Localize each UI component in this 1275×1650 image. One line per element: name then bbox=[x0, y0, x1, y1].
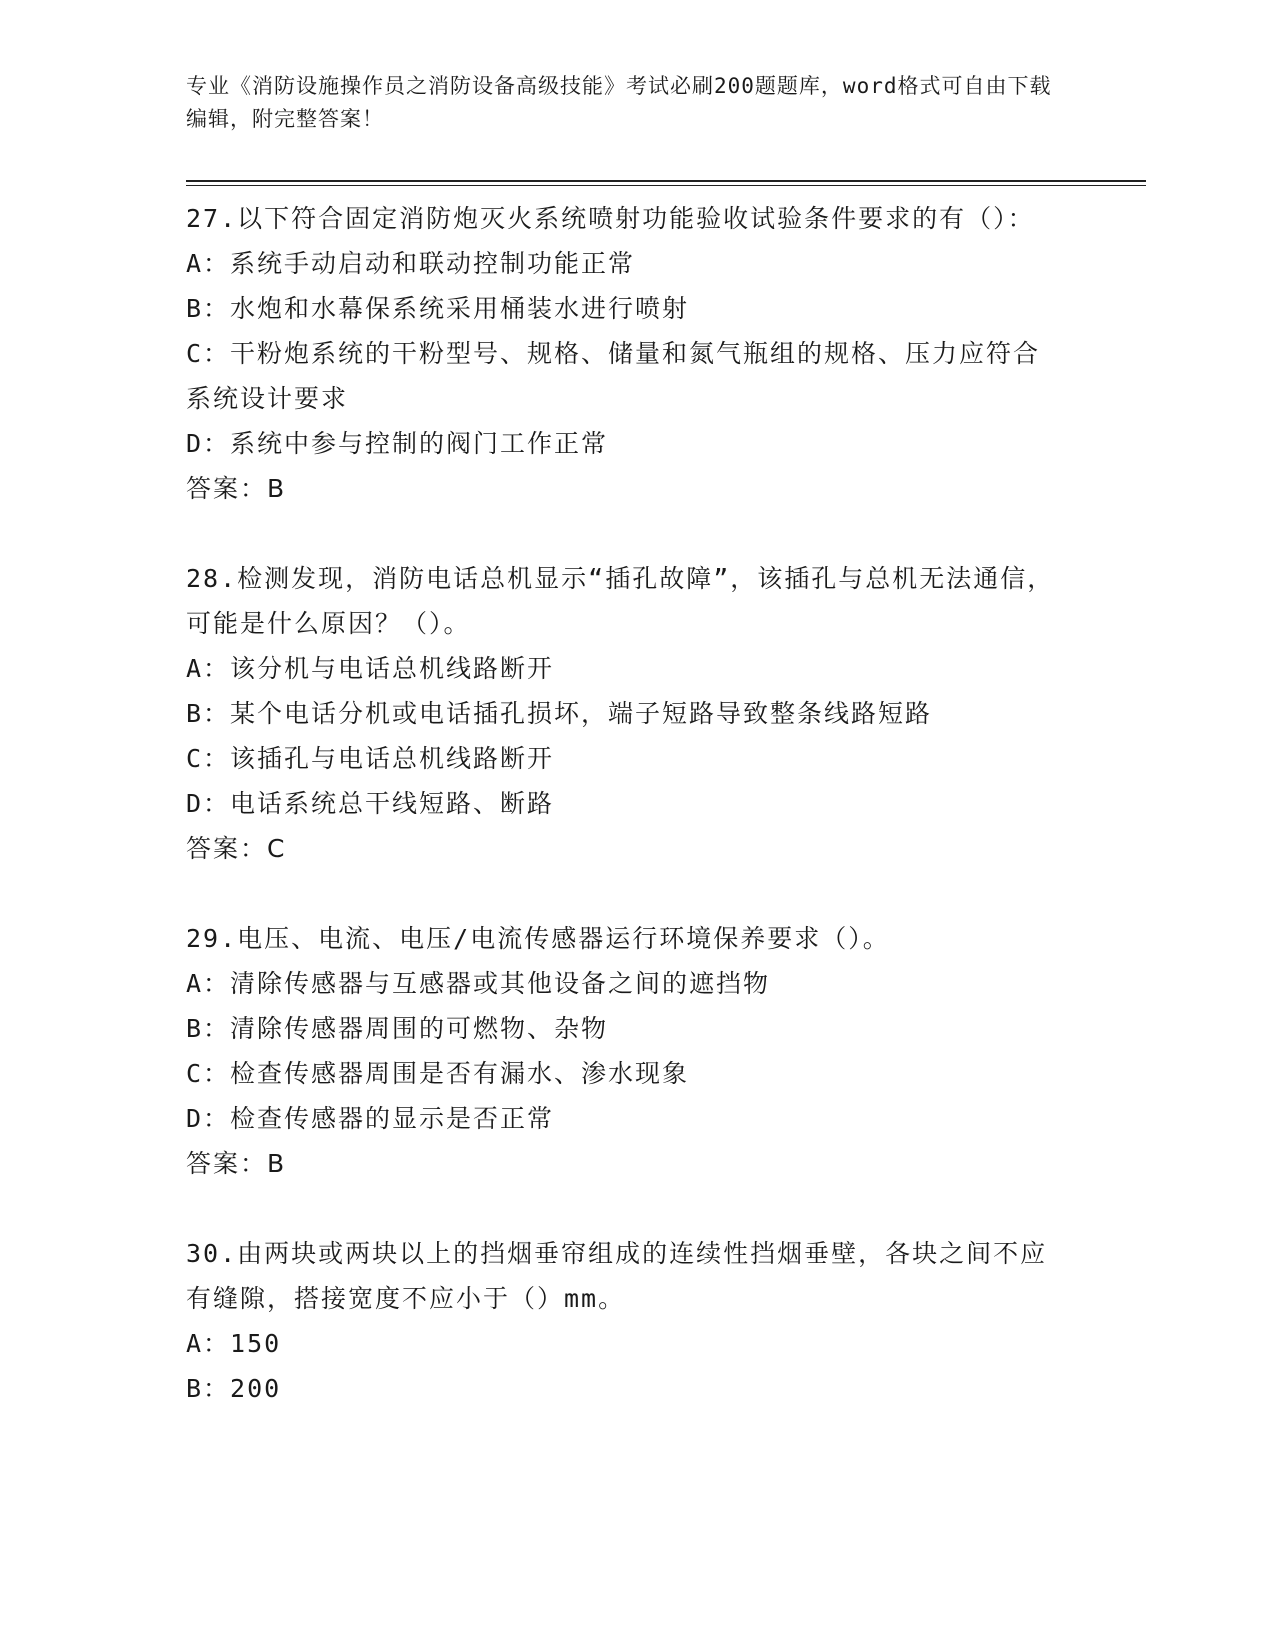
answer-value: C bbox=[267, 834, 287, 863]
question-spacer bbox=[186, 511, 1146, 556]
option-d: D：系统中参与控制的阀门工作正常 bbox=[186, 429, 609, 458]
answer-label: 答案： bbox=[186, 474, 268, 503]
answer-line bbox=[186, 826, 1146, 871]
answer-line bbox=[186, 1141, 1146, 1186]
option-b: B：清除传感器周围的可燃物、杂物 bbox=[186, 1014, 609, 1043]
option-c: C：干粉炮系统的干粉型号、规格、储量和氮气瓶组的规格、压力应符合系统设计要求 bbox=[186, 339, 1041, 413]
option-c: C：检查传感器周围是否有漏水、渗水现象 bbox=[186, 1059, 690, 1088]
question-spacer bbox=[186, 1186, 1146, 1231]
question-text: 29.电压、电流、电压/电流传感器运行环境保养要求（）。 bbox=[186, 924, 890, 953]
option-d: D：检查传感器的显示是否正常 bbox=[186, 1104, 555, 1133]
option-d: D：电话系统总干线短路、断路 bbox=[186, 789, 555, 818]
option-a: A：150 bbox=[186, 1329, 282, 1358]
answer-value: B bbox=[267, 1149, 287, 1178]
option-c: C：该插孔与电话总机线路断开 bbox=[186, 744, 555, 773]
question-28 bbox=[186, 556, 1146, 871]
answer-value: B bbox=[267, 474, 287, 503]
answer-line bbox=[186, 466, 1146, 511]
option-b: B：水炮和水幕保系统采用桶装水进行喷射 bbox=[186, 294, 690, 323]
option-b: B：某个电话分机或电话插孔损坏，端子短路导致整条线路短路 bbox=[186, 699, 933, 728]
question-30 bbox=[186, 1231, 1146, 1411]
question-29 bbox=[186, 916, 1146, 1186]
question-text: 30.由两块或两块以上的挡烟垂帘组成的连续性挡烟垂壁，各块之间不应有缝隙，搭接宽度不应小于（）mm。 bbox=[186, 1239, 1048, 1313]
document-header: 专业《消防设施操作员之消防设备高级技能》考试必刷200题题库，word格式可自由下载编辑，附完整答案！ bbox=[186, 74, 1052, 131]
option-a: A：系统手动启动和联动控制功能正常 bbox=[186, 249, 636, 278]
option-a: A：清除传感器与互感器或其他设备之间的遮挡物 bbox=[186, 969, 771, 998]
answer-label: 答案： bbox=[186, 1149, 268, 1178]
option-b: B：200 bbox=[186, 1374, 282, 1403]
header-divider bbox=[186, 180, 1146, 186]
question-text: 27.以下符合固定消防炮灭火系统喷射功能验收试验条件要求的有（）： bbox=[186, 204, 1035, 233]
question-spacer bbox=[186, 871, 1146, 916]
question-text: 28.检测发现，消防电话总机显示“插孔故障”，该插孔与总机无法通信，可能是什么原因？（）。 bbox=[186, 564, 1055, 638]
option-a: A：该分机与电话总机线路断开 bbox=[186, 654, 555, 683]
document-page bbox=[186, 70, 1146, 1411]
question-27 bbox=[186, 196, 1146, 511]
answer-label: 答案： bbox=[186, 834, 268, 863]
